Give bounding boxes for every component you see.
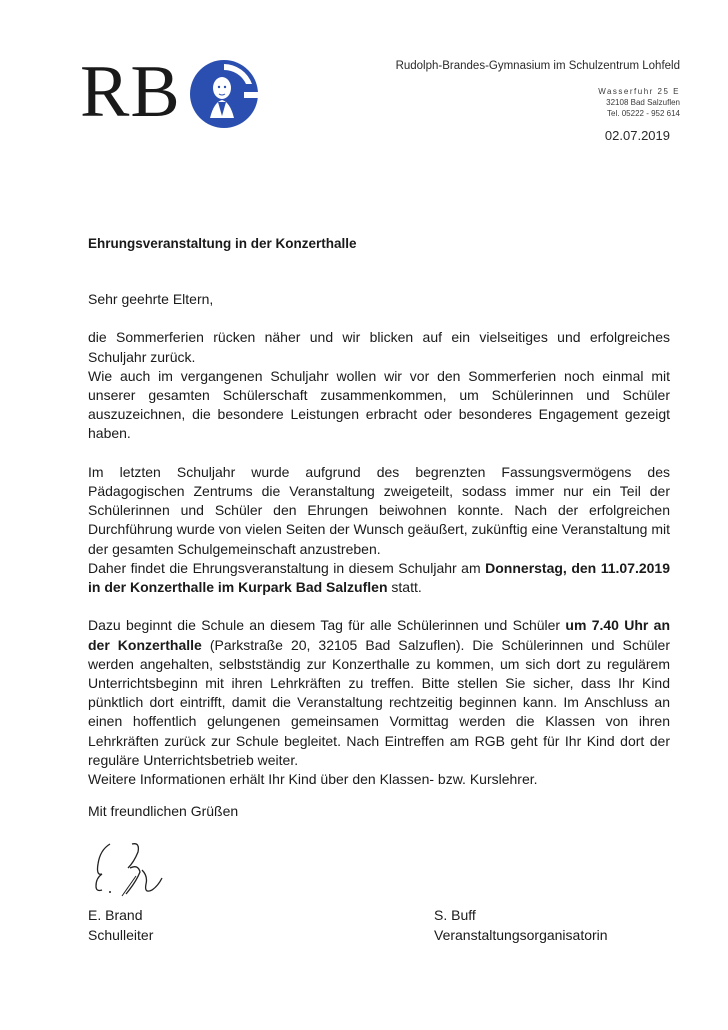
letter-date: 02.07.2019 [604,128,670,143]
address-street: Wasserfuhr 25 E [598,87,680,96]
paragraph-purpose: Wie auch im vergangenen Schuljahr wollen wir vor den Sommerferien noch einmal mit unserer gesamten Schülerschaft zusammenkommen, um Schülerinnen und Schüler auszuzeichnen, die besondere Leistungen erbracht oder besonderes Engagement gezeigt haben. [88,367,670,442]
text: (Parkstraße 20, 32105 Bad Salzuflen). Die Schülerinnen und Schüler werden angehalten, selbstständig zur Konzerthalle zu kommen, um sich dort zu regulärem Unterrichtsbeginn mit ihren Lehrkräften zu treffen. Bitte stellen Sie sicher, dass Ihr Kind pünktlich dort eintrifft, damit die Veranstaltung rechtzeitig beginnen kann. Im Anschluss an einen hoffentlich gelungenen gemeinsamen Vormittag werden die Klassen von ihren Lehrkräften zurück zur Schule begleitet. Nach Eintreffen am RGB geht für Ihr Kind dort der reguläre Unterrichtsbetrieb weiter. [88,636,670,768]
signatory-role: Veranstaltungsorganisatorin [434,926,608,943]
school-name: Rudolph-Brandes-Gymnasium im Schulzentrum Lohfeld [395,60,680,72]
letter-body [88,290,670,789]
address-city: 32108 Bad Salzuflen [606,98,680,107]
salutation: Sehr geehrte Eltern, [88,291,214,307]
signatory-name: S. Buff [434,907,476,923]
paragraph-background: Im letzten Schuljahr wurde aufgrund des begrenzten Fassungsvermögens des Pädagogischen Zentrums die Veranstaltung zweigeteilt, sodass immer nur ein Teil der Schülerinnen und Schüler den Ehrungen beiwohnen konnte. Nach der erfolgreichen Durchführung wurde von vielen Seiten der Wunsch geäußert, zukünftig eine Veranstaltung mit der gesamten Schulgemeinschaft anzustreben. [88,463,670,557]
text: Daher findet die Ehrungsveranstaltung in diesem Schuljahr am [88,559,486,576]
address-phone: Tel. 05222 - 952 614 [607,109,680,118]
event-date-highlight: Donnerstag, den 11.07.2019 in der Konzerthalle im Kurpark Bad Salzuflen [88,559,671,596]
logo-letters: RB [80,51,181,133]
start-time-highlight: um 7.40 Uhr an der Konzerthalle [88,617,670,653]
text: statt. [387,579,422,596]
closing: Mit freundlichen Grüßen [88,803,239,819]
signature-icon [92,840,172,900]
school-address [598,86,680,119]
paragraph-event-date [88,559,670,597]
signatory-name: E. Brand [88,907,143,923]
text: Dazu beginnt die Schule an diesem Tag für alle Schülerinnen und Schüler [88,617,566,634]
paragraph-further-info: Weitere Informationen erhält Ihr Kind über den Klassen- bzw. Kurslehrer. [88,771,538,788]
paragraph-logistics [88,616,670,770]
logo-g-portrait-icon [188,58,260,130]
signatory-organizer [434,906,608,945]
signatory-principal [88,906,153,945]
paragraph-intro: die Sommerferien rücken näher und wir blicken auf ein vielseitiges und erfolgreiches Schuljahr zurück. [88,329,670,365]
letter-subject: Ehrungsveranstaltung in der Konzerthalle [88,236,357,251]
signatory-role: Schulleiter [88,926,154,943]
